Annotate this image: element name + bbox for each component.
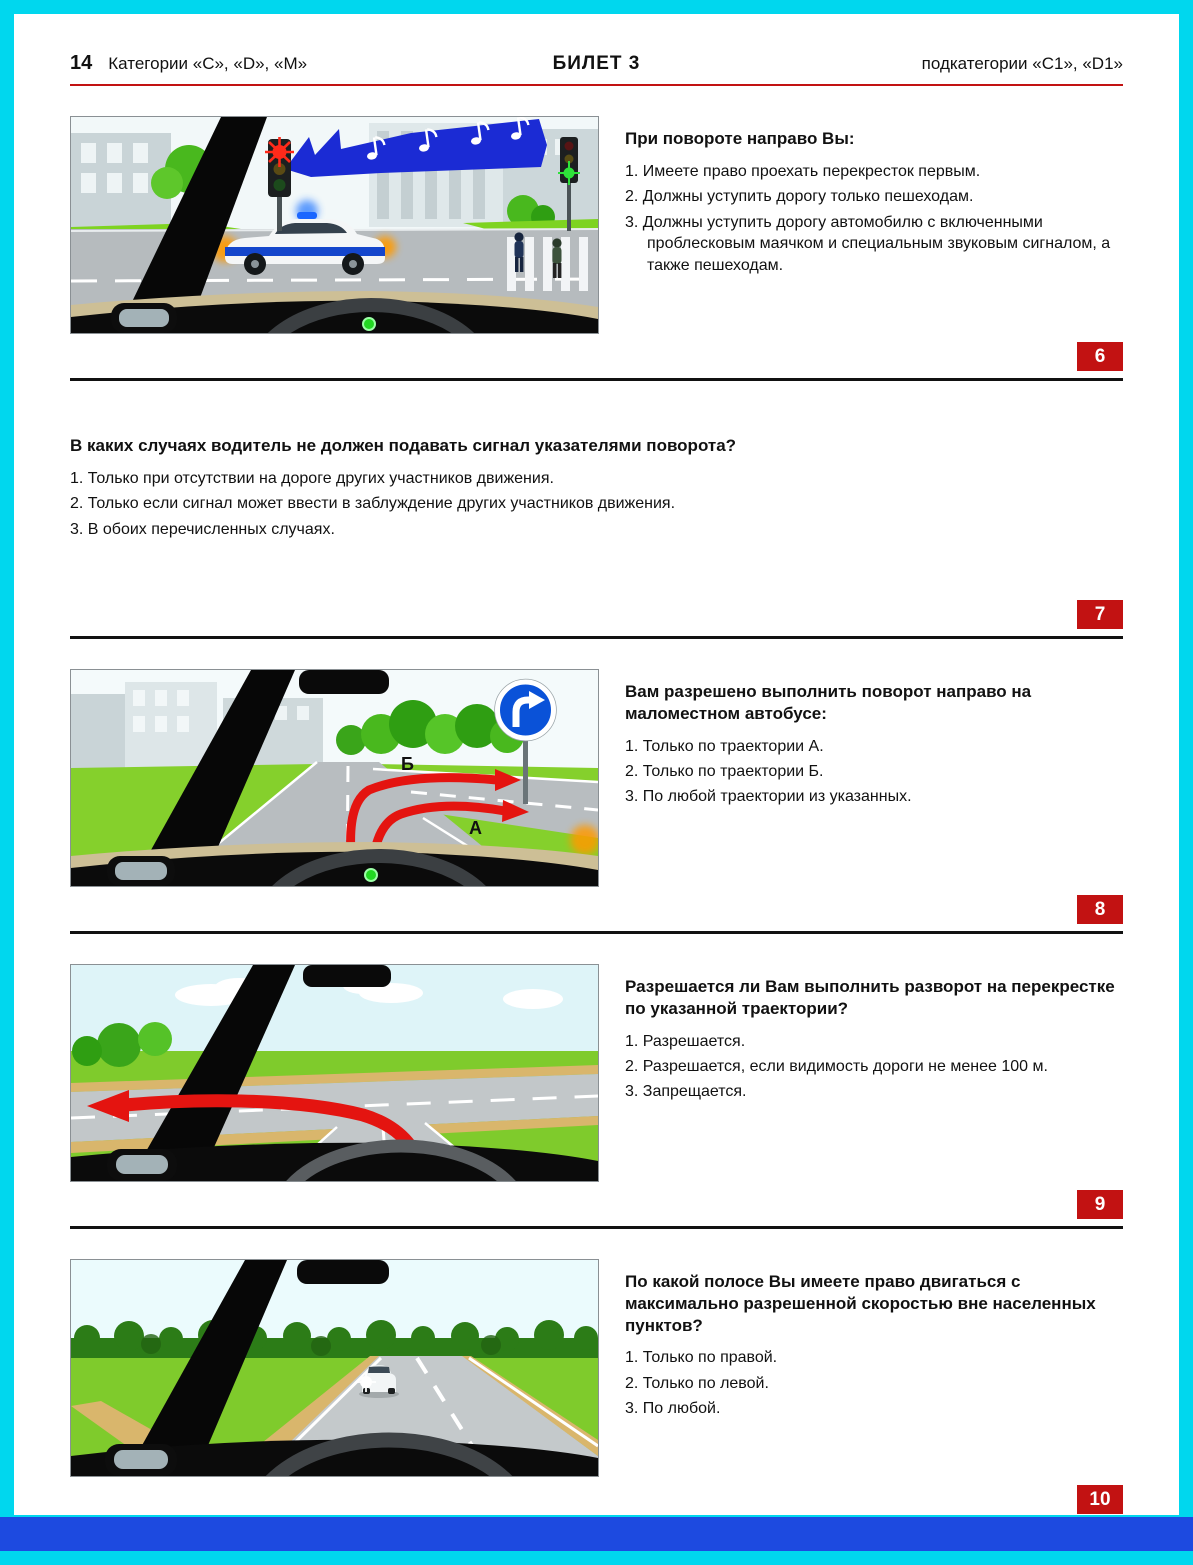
illustration-highway-lanes [71, 1260, 598, 1476]
page-number: 14 [70, 52, 93, 74]
subcategories-label: подкатегории «С1», «D1» [921, 54, 1123, 73]
answer-option: 3. По любой траектории из указанных. [625, 788, 912, 806]
question-number-badge: 9 [1077, 1190, 1123, 1219]
answer-option: 2. Разрешается, если видимость дороги не менее 100 м. [625, 1058, 1048, 1075]
answer-option: 2. Только по левой. [625, 1374, 769, 1392]
answer-option: 1. Имеете право проехать перекресток первым. [625, 162, 981, 180]
categories-label: Категории «С», «D», «М» [108, 54, 308, 73]
trajectory-label-b: Б [401, 754, 414, 775]
section-divider [70, 931, 1123, 934]
question-title: Вам разрешено выполнить поворот направо на маломестном автобусе: [625, 682, 1032, 723]
answer-option: 1. Только по правой. [625, 1349, 778, 1367]
question-number-badge: 7 [1077, 600, 1123, 629]
answer-option: 3. В обоих перечисленных случаях. [70, 520, 335, 538]
question-7 [70, 435, 1123, 639]
answer-option: 2. Только по траектории Б. [625, 763, 824, 780]
rearview-mirror [303, 965, 391, 987]
illustration-right-turn-trajectories [71, 670, 598, 886]
footer-band [0, 1517, 1193, 1551]
question-9 [70, 964, 1123, 1229]
content-sheet [14, 14, 1179, 1515]
illustration-u-turn [71, 965, 598, 1181]
question-8 [70, 669, 1123, 934]
question-10 [70, 1259, 1123, 1524]
question-number-badge: 8 [1077, 895, 1123, 924]
answer-option: 1. Только при отсутствии на дороге других участников движения. [70, 469, 554, 487]
answer-option: 2. Только если сигнал может ввести в заблуждение других участников движения. [70, 495, 676, 513]
answer-option: 1. Разрешается. [625, 1032, 746, 1050]
rearview-mirror [299, 670, 389, 694]
answer-option: 3. По любой. [625, 1400, 721, 1418]
ticket-title: БИЛЕТ 3 [552, 53, 641, 74]
page-header [70, 52, 1123, 75]
question-title: По какой полосе Вы имеете право двигаться с максимально разрешенной скоростью вне населенных пунктов? [625, 1272, 1096, 1335]
light-bar [297, 212, 317, 219]
answer-option: 3. Должны уступить дорогу автомобилю с включенными проблесковым маячком и специальным звуковым сигналом, а также пешеходам. [625, 213, 1111, 274]
answer-option: 1. Только по траектории А. [625, 737, 824, 755]
question-8-illustration [70, 669, 599, 887]
question-number-badge: 6 [1077, 342, 1123, 371]
question-title: Разрешается ли Вам выполнить разворот на перекрестке по указанной траектории? [625, 977, 1115, 1018]
trajectory-label-a: А [469, 818, 482, 839]
section-divider [70, 378, 1123, 381]
answer-option: 2. Должны уступить дорогу только пешеходам. [625, 188, 974, 206]
question-number-badge: 10 [1077, 1485, 1123, 1514]
question-title: При повороте направо Вы: [625, 129, 855, 148]
section-divider [70, 1226, 1123, 1229]
turn-indicator-light [363, 318, 375, 330]
question-6-illustration [70, 116, 599, 334]
question-6 [70, 116, 1123, 381]
turn-indicator-light [365, 869, 377, 881]
question-10-illustration [70, 1259, 599, 1477]
police-stripe [225, 247, 385, 256]
header-rule [70, 84, 1123, 86]
answer-option: 3. Запрещается. [625, 1083, 747, 1101]
illustration-intersection-police [71, 117, 598, 333]
question-9-illustration [70, 964, 599, 1182]
question-title: В каких случаях водитель не должен подавать сигнал указателями поворота? [70, 436, 737, 455]
rearview-mirror [297, 1260, 389, 1284]
section-divider [70, 636, 1123, 639]
